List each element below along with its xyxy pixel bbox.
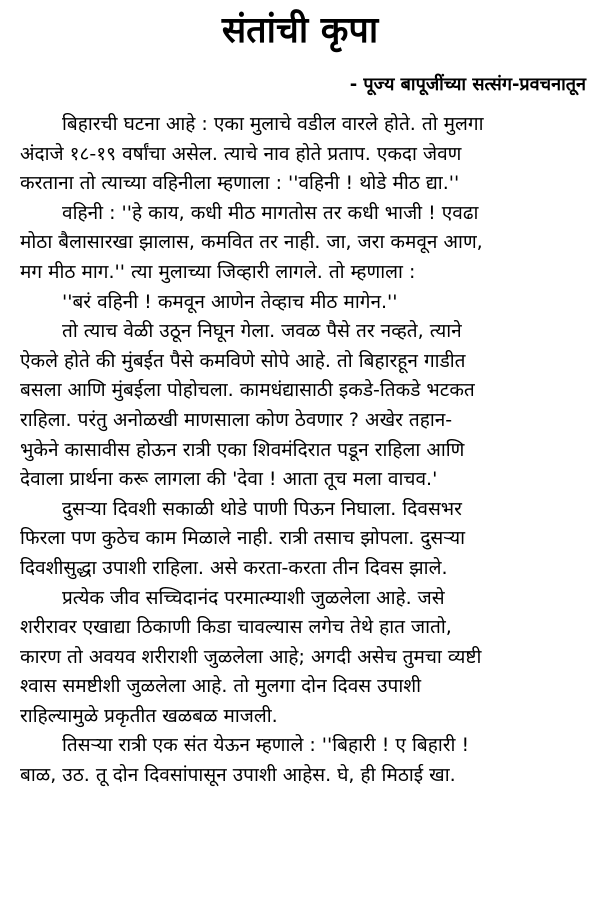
text-line: तो त्याच वेळी उठून निघून गेला. जवळ पैसे तर नव्हते, त्याने: [62, 320, 462, 343]
paragraph-1: [20, 110, 586, 199]
article-body: [20, 110, 586, 791]
paragraph-6: [20, 584, 586, 732]
text-line: बाळ, उठ. तू दोन दिवसांपासून उपाशी आहेस. घे, ही मिठाई खा.: [20, 764, 456, 787]
text-line: दुसऱ्या दिवशी सकाळी थोडे पाणी पिऊन निघाला. दिवसभर: [62, 497, 462, 520]
text-line: करताना तो त्याच्या वहिनीला म्हणाला : ''वहिनी ! थोडे मीठ द्या.'': [20, 172, 460, 195]
text-line: राहिल्यामुळे प्रकृतीत खळबळ माजली.: [20, 704, 278, 727]
text-line: बसला आणि मुंबईला पोहोचला. कामधंद्यासाठी इकडे-तिकडे भटकत: [20, 379, 475, 402]
text-line: ''बरं वहिनी ! कमवून आणेन तेव्हाच मीठ मागेन.'': [62, 290, 398, 313]
text-line: श्वास समष्टीशी जुळलेला आहे. तो मुलगा दोन दिवस उपाशी: [20, 675, 422, 698]
text-line: ऐकले होते की मुंबईत पैसे कमविणे सोपे आहे. तो बिहारहून गाडीत: [20, 349, 466, 372]
article-title: संतांची कृपा: [221, 10, 379, 51]
text-line: फिरला पण कुठेच काम मिळाले नाही. रात्री तसाच झोपला. दुसऱ्या: [20, 527, 466, 550]
text-line: मोठा बैलासारखा झालास, कमवित तर नाही. जा, जरा कमवून आण,: [20, 231, 483, 254]
text-line: प्रत्येक जीव सच्चिदानंद परमात्म्याशी जुळलेला आहे. जसे: [62, 586, 445, 609]
text-line: शरीरावर एखाद्या ठिकाणी किडा चावल्यास लगेच तेथे हात जातो,: [20, 616, 452, 639]
text-line: कारण तो अवयव शरीराशी जुळलेला आहे; अगदी असेच तुमचा व्यष्टी: [20, 645, 482, 668]
text-line: देवाला प्रार्थना करू लागला की 'देवा ! आता तूच मला वाचव.': [20, 468, 438, 491]
text-line: दिवशीसुद्धा उपाशी राहिला. असे करता-करता तीन दिवस झाले.: [20, 556, 448, 579]
text-line: तिसऱ्या रात्री एक संत येऊन म्हणाले : ''बिहारी ! ए बिहारी !: [62, 734, 470, 757]
paragraph-5: [20, 495, 586, 584]
paragraph-7: [20, 731, 586, 790]
text-line: मग मीठ माग.'' त्या मुलाच्या जिव्हारी लागले. तो म्हणाला :: [20, 260, 416, 283]
paragraph-3: [20, 288, 586, 318]
text-line: भुकेने कासावीस होऊन रात्री एका शिवमंदिरात पडून राहिला आणि: [20, 438, 465, 461]
text-line: वहिनी : ''हे काय, कधी मीठ मागतोस तर कधी भाजी ! एवढा: [62, 201, 479, 224]
paragraph-2: [20, 199, 586, 288]
text-line: अंदाजे १८-१९ वर्षांचा असेल. त्याचे नाव होते प्रताप. एकदा जेवण: [20, 142, 462, 165]
article-attribution: - पूज्य बापूजींच्या सत्संग-प्रवचनातून: [349, 74, 586, 95]
paragraph-4: [20, 317, 586, 495]
text-line: राहिला. परंतु अनोळखी माणसाला कोण ठेवणार ? अखेर तहान-: [20, 408, 453, 431]
text-line: बिहारची घटना आहे : एका मुलाचे वडील वारले होते. तो मुलगा: [62, 113, 484, 135]
